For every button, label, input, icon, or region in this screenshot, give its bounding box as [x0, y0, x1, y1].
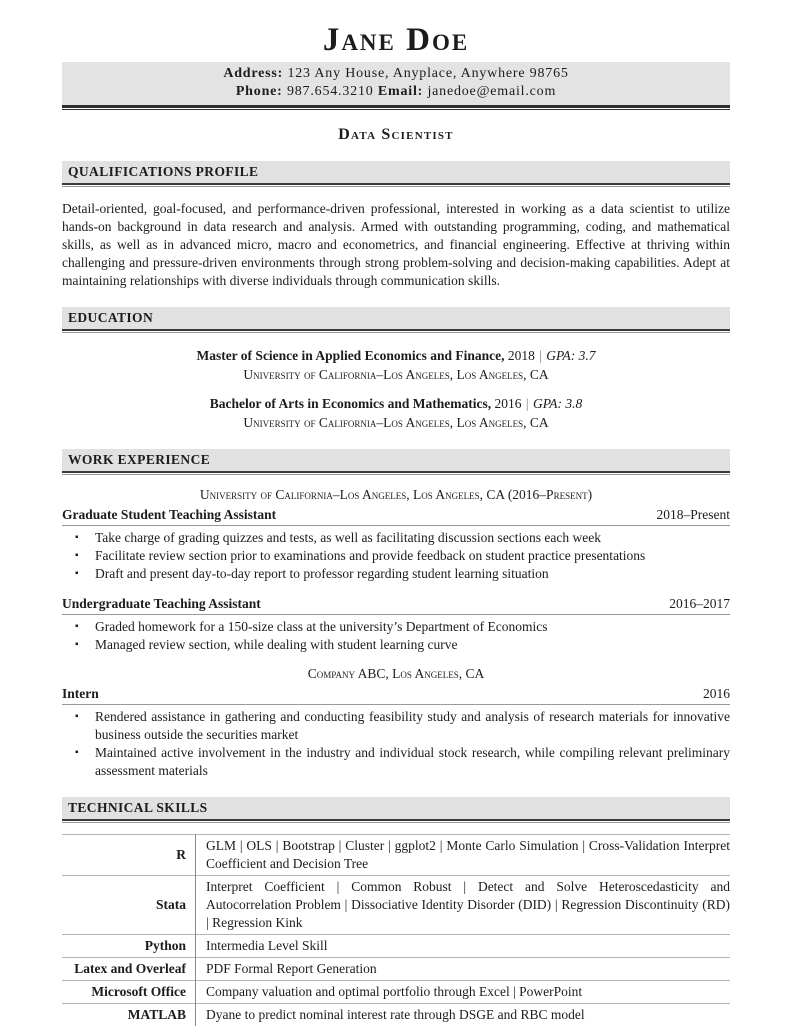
bullet-list [62, 708, 730, 780]
role-title: Graduate Student Teaching Assistant [62, 506, 276, 524]
section-heading-education: EDUCATION [62, 307, 730, 331]
contact-address-line [62, 65, 730, 83]
pipe-separator: | [538, 348, 543, 363]
email-value: janedoe@email.com [427, 84, 556, 99]
section-underline [62, 332, 730, 333]
bullet-marker: ▪ [62, 565, 95, 583]
skill-row [62, 876, 730, 935]
section-underline [62, 186, 730, 187]
skill-tool: MATLAB [62, 1004, 196, 1026]
role-dates: 2018–Present [657, 506, 731, 524]
bullet-marker: ▪ [62, 744, 95, 780]
resume-name: Jane Doe [62, 22, 730, 58]
address-label: Address: [223, 66, 283, 81]
skill-detail: GLM | OLS | Bootstrap | Cluster | ggplot2 | Monte Carlo Simulation | Cross-Validation Interpret Coefficient and Decision Tree [196, 835, 731, 876]
degree-line [62, 394, 730, 413]
skill-row [62, 935, 730, 958]
school-name: University of California–Los Angeles, Los Angeles, CA [62, 365, 730, 384]
pipe-separator: | [525, 396, 530, 411]
address-value: 123 Any House, Anyplace, Anywhere 98765 [287, 66, 568, 81]
bullet-text: Rendered assistance in gathering and conducting feasibility study and analysis of research materials for innovative business outside the securities market [95, 708, 730, 744]
bullet-text: Facilitate review section prior to examinations and provide feedback on student practice presentations [95, 547, 730, 565]
skill-row [62, 835, 730, 876]
bullet-item [62, 529, 730, 547]
bullet-item [62, 565, 730, 583]
school-name: University of California–Los Angeles, Los Angeles, CA [62, 413, 730, 432]
degree-name: Master of Science in Applied Economics and Finance, [196, 348, 504, 363]
gpa-value: GPA: 3.8 [533, 396, 582, 411]
gpa-value: GPA: 3.7 [546, 348, 595, 363]
bullet-marker: ▪ [62, 636, 95, 654]
job-title: Data Scientist [62, 126, 730, 144]
skill-tool: Python [62, 935, 196, 958]
bullet-text: Draft and present day-to-day report to professor regarding student learning situation [95, 565, 730, 583]
section-underline [62, 822, 730, 823]
bullet-list [62, 618, 730, 654]
skill-row [62, 1004, 730, 1026]
bullet-item [62, 708, 730, 744]
contact-phone-email-line [62, 83, 730, 101]
degree-year: 2018 [508, 348, 535, 363]
phone-value: 987.654.3210 [287, 84, 374, 99]
skill-detail: Intermedia Level Skill [196, 935, 731, 958]
bullet-text: Graded homework for a 150-size class at the university’s Department of Economics [95, 618, 730, 636]
degree-line [62, 346, 730, 365]
skill-row [62, 981, 730, 1004]
education-entry [62, 394, 730, 432]
role-dates: 2016–2017 [669, 595, 730, 613]
bullet-item [62, 744, 730, 780]
qualifications-text: Detail-oriented, goal-focused, and performance-driven professional, interested in working as a data scientist to utilize hands-on background in data research and analysis. Armed with outstanding programming, coding, and mathematical skills, as well as in advanced micro, macro and econometrics, and financial engineering. Effective at thriving within challenging and pressure-driven environments through strong problem-solving and decision-making capabilities. Adept at maintaining relationships with diverse individuals through communication skills. [62, 200, 730, 290]
bullet-text: Managed review section, while dealing with student learning curve [95, 636, 730, 654]
degree-year: 2016 [495, 396, 522, 411]
bullet-marker: ▪ [62, 529, 95, 547]
employer-block [62, 486, 730, 654]
email-label: Email: [378, 84, 423, 99]
bullet-list [62, 529, 730, 583]
skill-detail: Interpret Coefficient | Common Robust | Detect and Solve Heteroscedasticity and Autocorrelation Problem | Dissociative Identity Disorder (DID) | Regression Discontinuity (RD) | Regression Kink [196, 876, 731, 935]
bullet-item [62, 618, 730, 636]
skill-detail: Company valuation and optimal portfolio through Excel | PowerPoint [196, 981, 731, 1004]
bullet-item [62, 547, 730, 565]
role-header [62, 685, 730, 705]
role-dates: 2016 [703, 685, 730, 703]
role-title: Undergraduate Teaching Assistant [62, 595, 261, 613]
bullet-text: Maintained active involvement in the industry and individual stock research, while compiling relevant preliminary assessment materials [95, 744, 730, 780]
header-divider-thin [62, 109, 730, 110]
section-underline [62, 474, 730, 475]
skills-table [62, 834, 730, 1026]
skill-row [62, 958, 730, 981]
skill-tool: R [62, 835, 196, 876]
section-heading-qualifications: QUALIFICATIONS PROFILE [62, 161, 730, 185]
skill-detail: Dyane to predict nominal interest rate through DSGE and RBC model [196, 1004, 731, 1026]
degree-name: Bachelor of Arts in Economics and Mathematics, [210, 396, 491, 411]
skill-detail: PDF Formal Report Generation [196, 958, 731, 981]
section-heading-experience: WORK EXPERIENCE [62, 449, 730, 473]
skill-tool: Stata [62, 876, 196, 935]
role-title: Intern [62, 685, 99, 703]
role-header [62, 595, 730, 615]
employer-block [62, 665, 730, 780]
contact-bar [62, 62, 730, 105]
education-entry [62, 346, 730, 384]
role-header [62, 506, 730, 526]
skill-tool: Latex and Overleaf [62, 958, 196, 981]
bullet-text: Take charge of grading quizzes and tests, as well as facilitating discussion sections each week [95, 529, 730, 547]
company-name: Company ABC, Los Angeles, CA [62, 665, 730, 683]
skill-tool: Microsoft Office [62, 981, 196, 1004]
bullet-marker: ▪ [62, 708, 95, 744]
section-heading-skills: TECHNICAL SKILLS [62, 797, 730, 821]
bullet-item [62, 636, 730, 654]
phone-label: Phone: [236, 84, 283, 99]
company-name: University of California–Los Angeles, Los Angeles, CA (2016–Present) [62, 486, 730, 504]
bullet-marker: ▪ [62, 618, 95, 636]
header-divider-thick [62, 105, 730, 108]
bullet-marker: ▪ [62, 547, 95, 565]
